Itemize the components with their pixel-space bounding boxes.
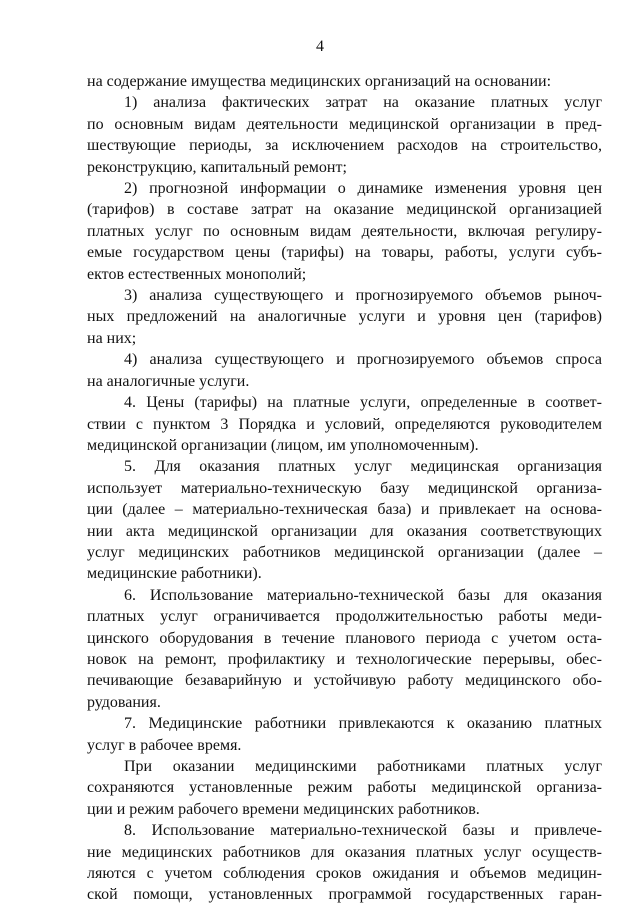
text-line: реконструкцию, капитальный ремонт; [87,158,347,176]
text-line: ных предложений на аналогичные услуги и уровня цен (тарифов) [87,308,602,326]
text-line: 4. Цены (тарифы) на платные услуги, определенные в соответ- [124,394,602,412]
text-line: услуг медицинских работников медицинской организации (далее – [87,543,602,561]
text-line: платных услуг по основным видам деятельности, включая регулиру- [87,222,602,240]
text-line: 2) прогнозной информации о динамике изменения уровня цен [124,180,602,198]
text-line: ции (далее – материально-техническая база) и привлекает на основа- [87,501,602,519]
text-line: ляются с учетом соблюдения сроков ожидания и объемов медицин- [87,865,602,883]
text-line: 3) анализа существующего и прогнозируемого объемов рыноч- [124,287,602,305]
text-line: нии акта медицинской организации для оказания соответствующих [87,522,602,540]
text-line: ние медицинских работников для оказания платных услуг осуществ- [87,843,602,861]
text-line: медицинской организации (лицом, им уполномоченным). [87,436,479,454]
text-line: При оказании медицинскими работниками платных услуг [124,758,602,775]
text-line: 8. Использование материально-технической базы и привлече- [124,822,602,840]
text-line: платных услуг ограничивается продолжительностью работы меди- [87,608,602,626]
text-line: услуг в рабочее время. [87,736,242,754]
text-line: ской помощи, установленных программой государственных гаран- [87,886,602,904]
text-line: ствии с пунктом 3 Порядка и условий, определяются руководителем [87,415,602,433]
body-text [87,71,602,906]
text-line: сохраняются установленные режим работы медицинской организа- [87,779,602,797]
text-line: 1) анализа фактических затрат на оказание платных услуг [124,94,602,112]
text-line: печивающие безаварийную и устойчивую работу медицинского обо- [87,672,602,690]
text-line: 4) анализа существующего и прогнозируемого объемов спроса [124,351,602,369]
text-line: на них; [87,329,137,347]
text-line: на аналогичные услуги. [87,372,250,390]
text-line: медицинские работники). [87,565,262,583]
text-line: цинского оборудования в течение планового периода с учетом оста- [87,629,602,647]
text-line: на содержание имущества медицинских организаций на основании: [87,73,552,90]
text-line: по основным видам деятельности медицинской организации в пред- [87,115,602,133]
text-line: использует материально-техническую базу медицинской организа- [87,479,602,497]
text-line: ектов естественных монополий; [87,265,307,283]
text-line: 6. Использование материально-технической базы для оказания [124,586,602,604]
text-line: (тарифов) в составе затрат на оказание медицинской организацией [87,201,602,219]
text-line: 7. Медицинские работники привлекаются к оказанию платных [124,715,602,733]
text-line: новок на ремонт, профилактику и технологические перерывы, обес- [87,650,602,668]
text-line: шествующие периоды, за исключением расходов на строительство, [87,137,602,155]
text-line: емые государством цены (тарифы) на товары, работы, услуги субъ- [87,244,602,262]
page-number: 4 [316,38,324,55]
text-line: 5. Для оказания платных услуг медицинская организация [124,458,602,476]
text-line: ции и режим рабочего времени медицинских работников. [87,800,480,818]
text-line: рудования. [87,693,161,711]
